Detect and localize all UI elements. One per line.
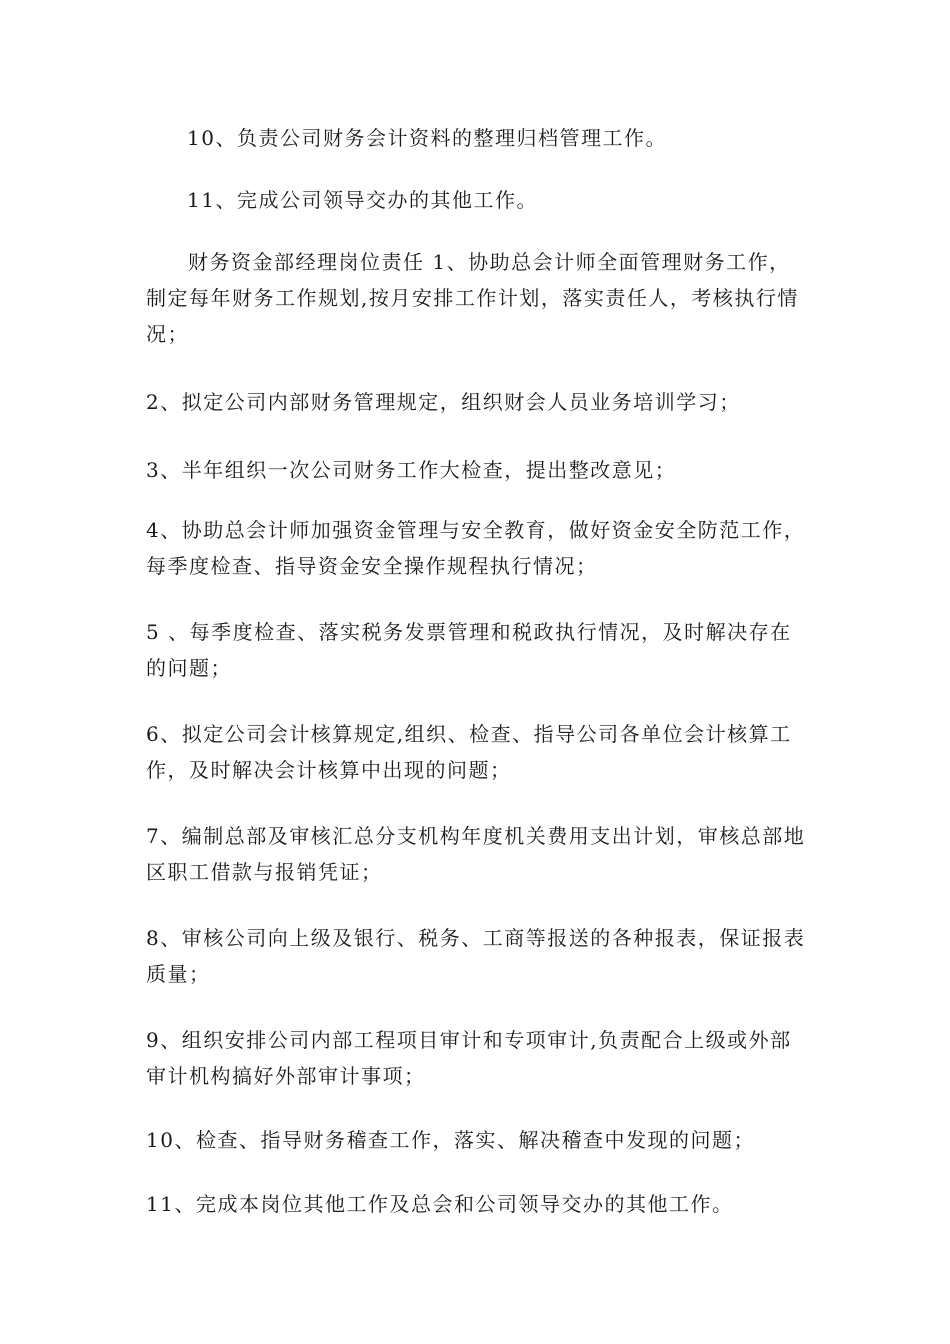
paragraph-manager-duties-1: 财务资金部经理岗位责任 1、协助总会计师全面管理财务工作，制定每年财务工作规划,按月安排工作计划，落实责任人，考核执行情况； xyxy=(146,250,799,346)
paragraph-duty-10: 10、检查、指导财务稽查工作，落实、解决稽查中发现的问题； xyxy=(146,1128,755,1152)
paragraph-duty-3: 3、半年组织一次公司财务工作大检查，提出整改意见； xyxy=(146,458,677,482)
paragraph-duty-9: 9、组织安排公司内部工程项目审计和专项审计,负责配合上级或外部审计机构搞好外部审计事项； xyxy=(146,1028,792,1088)
paragraph-item-10-archive: 10、负责公司财务会计资料的整理归档管理工作。 xyxy=(187,126,667,150)
paragraph-duty-2: 2、拟定公司内部财务管理规定，组织财会人员业务培训学习； xyxy=(146,390,741,414)
paragraph-duty-6: 6、拟定公司会计核算规定,组织、检查、指导公司各单位会计核算工作，及时解决会计核算中出现的问题； xyxy=(146,722,792,782)
paragraph-duty-7: 7、编制总部及审核汇总分支机构年度机关费用支出计划，审核总部地区职工借款与报销凭证； xyxy=(146,824,806,884)
paragraph-duty-5: 5 、每季度检查、落实税务发票管理和税政执行情况，及时解决存在的问题； xyxy=(146,620,792,680)
paragraph-duty-11: 11、完成本岗位其他工作及总会和公司领导交办的其他工作。 xyxy=(146,1192,734,1216)
paragraph-duty-8: 8、审核公司向上级及银行、税务、工商等报送的各种报表，保证报表质量； xyxy=(146,926,806,986)
paragraph-duty-4: 4、协助总会计师加强资金管理与安全教育，做好资金安全防范工作，每季度检查、指导资金安全操作规程执行情况； xyxy=(146,518,806,578)
paragraph-item-11-other-work: 11、完成公司领导交办的其他工作。 xyxy=(187,188,538,212)
